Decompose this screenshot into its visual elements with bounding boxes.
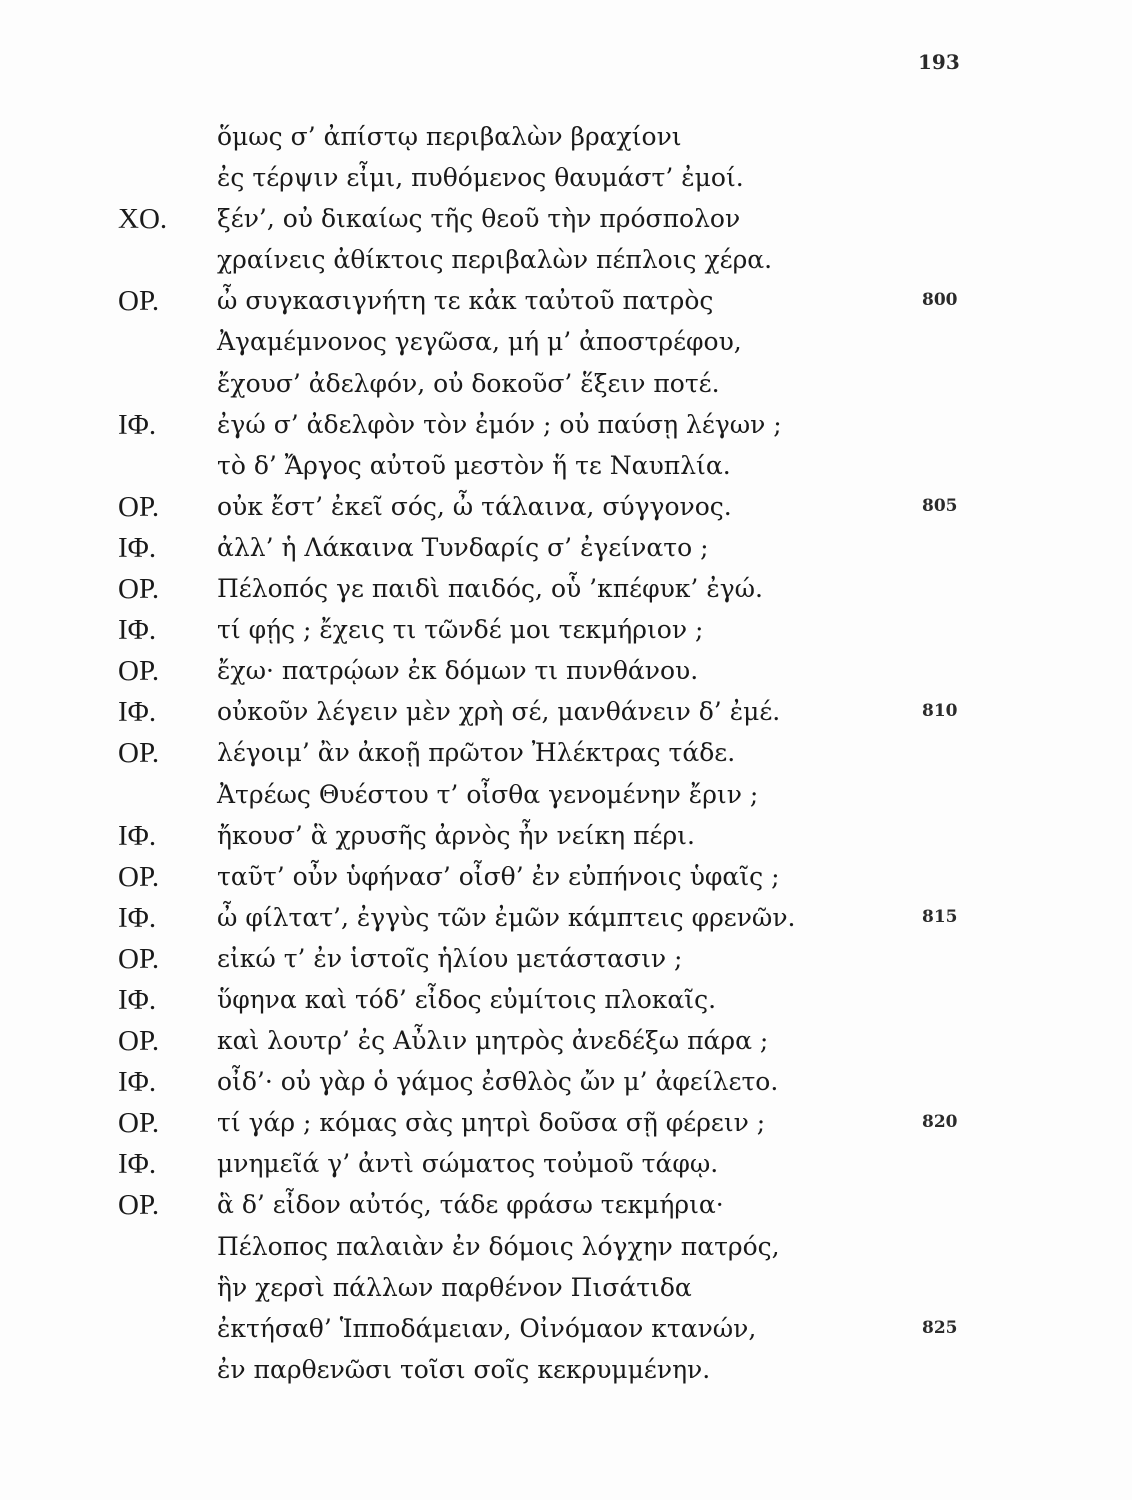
- speaker-label: ΟΡ.: [118, 285, 160, 318]
- verse-text: ὕφηνα καὶ τόδ’ εἶδος εὐμίτοις πλοκαῖς.: [217, 984, 717, 1014]
- verse-line: [0, 940, 1132, 981]
- speaker-label: ΙΦ.: [118, 408, 157, 441]
- verse-text: εἰκώ τ’ ἐν ἱστοῖς ἡλίου μετάστασιν ;: [217, 943, 683, 973]
- verse-line: [0, 858, 1132, 899]
- verse-text: ἀλλ’ ἡ Λάκαινα Τυνδαρίς σ’ ἐγείνατο ;: [217, 532, 709, 562]
- verse-text: ὦ συγκασιγνήτη τε κἀκ ταὐτοῦ πατρὸς: [217, 286, 714, 316]
- verse-line: [0, 159, 1132, 200]
- line-number: 810: [922, 701, 958, 722]
- verse-line: [0, 1310, 1132, 1351]
- verse-text: τί φῄς ; ἔχεις τι τῶνδέ μοι τεκμήριον ;: [217, 615, 704, 645]
- verse-line: [0, 1063, 1132, 1104]
- verse-line: [0, 611, 1132, 652]
- verse-text: μνημεῖά γ’ ἀντὶ σώματος τοὐμοῦ τάφῳ.: [217, 1149, 719, 1179]
- verse-line: [0, 817, 1132, 858]
- verse-text: λέγοιμ’ ἂν ἀκοῇ πρῶτον Ἠλέκτρας τάδε.: [217, 738, 736, 768]
- speaker-label: ΟΡ.: [118, 737, 160, 770]
- verse-text: ἔχω· πατρῴων ἐκ δόμων τι πυνθάνου.: [217, 656, 699, 686]
- verse-line: [0, 529, 1132, 570]
- line-number: 805: [922, 495, 958, 516]
- speaker-label: ΟΡ.: [118, 1025, 160, 1058]
- verse-line: [0, 118, 1132, 159]
- verse-line: [0, 1186, 1132, 1227]
- line-number: 800: [922, 290, 958, 311]
- verse-line: [0, 447, 1132, 488]
- verse-text: τὸ δ’ Ἄργος αὐτοῦ μεστὸν ἥ τε Ναυπλία.: [217, 450, 731, 480]
- speaker-label: ΟΡ.: [118, 490, 160, 523]
- verse-line: [0, 1269, 1132, 1310]
- line-number: 825: [922, 1317, 958, 1338]
- verse-text: χραίνεις ἀθίκτοις περιβαλὼν πέπλοις χέρα.: [217, 245, 773, 275]
- page-number: 193: [918, 50, 960, 74]
- speaker-label: ΙΦ.: [118, 1066, 157, 1099]
- verse-text: οἶδ’· οὐ γὰρ ὁ γάμος ἐσθλὸς ὤν μ’ ἀφείλετο.: [217, 1067, 779, 1097]
- verse-text: οὐκοῦν λέγειν μὲν χρὴ σέ, μανθάνειν δ’ ἐμέ.: [217, 697, 781, 727]
- verse-text: Πέλοπός γε παιδὶ παιδός, οὗ ’κπέφυκ’ ἐγώ.: [217, 574, 764, 604]
- verse-text: ὦ φίλτατ’, ἐγγὺς τῶν ἐμῶν κάμπτεις φρενῶν.: [217, 902, 796, 932]
- verse-text: ξέν’, οὐ δικαίως τῆς θεοῦ τὴν πρόσπολον: [217, 204, 741, 234]
- speaker-label: ΙΦ.: [118, 1148, 157, 1181]
- speaker-label: ΟΡ.: [118, 573, 160, 606]
- verse-text: ἃ δ’ εἶδον αὐτός, τάδε φράσω τεκμήρια·: [217, 1190, 724, 1220]
- verse-text: ἔχουσ’ ἀδελφόν, οὐ δοκοῦσ’ ἕξειν ποτέ.: [217, 368, 720, 398]
- verse-line: [0, 1228, 1132, 1269]
- verse-text: ἣν χερσὶ πάλλων παρθένον Πισάτιδα: [217, 1272, 692, 1302]
- speaker-label: ΟΡ.: [118, 942, 160, 975]
- verse-line: [0, 200, 1132, 241]
- verse-line: [0, 1351, 1132, 1392]
- verse-line: [0, 776, 1132, 817]
- verse-line: [0, 365, 1132, 406]
- verse-line: [0, 734, 1132, 775]
- verse-text: ἐγώ σ’ ἀδελφὸν τὸν ἐμόν ; οὐ παύσῃ λέγων ;: [217, 409, 782, 439]
- verse-line: [0, 488, 1132, 529]
- speaker-label: ΙΦ.: [118, 901, 157, 934]
- verse-line: [0, 1022, 1132, 1063]
- verse-text: Ἀγαμέμνονος γεγῶσα, μή μ’ ἀποστρέφου,: [217, 327, 742, 357]
- verse-text: ὅμως σ’ ἀπίστῳ περιβαλὼν βραχίονι: [217, 122, 682, 151]
- verse-line: [0, 652, 1132, 693]
- verse-text: ἐς τέρψιν εἶμι, πυθόμενος θαυμάστ’ ἐμοί.: [217, 163, 744, 193]
- verse-text: ἤκουσ’ ἃ χρυσῆς ἀρνὸς ἦν νείκη πέρι.: [217, 820, 695, 850]
- verse-line: [0, 406, 1132, 447]
- verse-line: [0, 241, 1132, 282]
- speaker-label: ΙΦ.: [118, 614, 157, 647]
- verse-line: [0, 570, 1132, 611]
- verse-line: [0, 323, 1132, 364]
- speaker-label: ΟΡ.: [118, 860, 160, 893]
- verse-line: [0, 1104, 1132, 1145]
- verse-line: [0, 282, 1132, 323]
- line-number: 815: [922, 906, 958, 927]
- verse-text: καὶ λουτρ’ ἐς Αὖλιν μητρὸς ἀνεδέξω πάρα ;: [217, 1026, 769, 1056]
- verse-line: [0, 1145, 1132, 1186]
- speaker-label: ΙΦ.: [118, 696, 157, 729]
- verse-line: [0, 693, 1132, 734]
- verse-text: ἐν παρθενῶσι τοῖσι σοῖς κεκρυμμένην.: [217, 1354, 711, 1384]
- speaker-label: ΙΦ.: [118, 983, 157, 1016]
- verse-text: Πέλοπος παλαιὰν ἐν δόμοις λόγχην πατρός,: [217, 1231, 780, 1261]
- verse-lines: [0, 118, 1132, 1392]
- speaker-label: ΙΦ.: [118, 531, 157, 564]
- verse-text: ταῦτ’ οὖν ὑφήνασ’ οἶσθ’ ἐν εὐπήνοις ὑφαῖς ;: [217, 861, 780, 891]
- verse-text: τί γάρ ; κόμας σὰς μητρὶ δοῦσα σῇ φέρειν ;: [217, 1108, 766, 1138]
- speaker-label: ΟΡ.: [118, 1189, 160, 1222]
- speaker-label: ΟΡ.: [118, 655, 160, 688]
- verse-text: ἐκτήσαθ’ Ἱπποδάμειαν, Οἰνόμαον κτανών,: [217, 1313, 757, 1343]
- verse-text: Ἀτρέως Θυέστου τ’ οἶσθα γενομένην ἔριν ;: [217, 779, 759, 809]
- verse-line: [0, 899, 1132, 940]
- verse-line: [0, 981, 1132, 1022]
- line-number: 820: [922, 1112, 958, 1133]
- speaker-label: ΟΡ.: [118, 1107, 160, 1140]
- speaker-label: ΧΟ.: [118, 203, 168, 236]
- verse-text: οὐκ ἔστ’ ἐκεῖ σός, ὦ τάλαινα, σύγγονος.: [217, 491, 732, 521]
- speaker-label: ΙΦ.: [118, 819, 157, 852]
